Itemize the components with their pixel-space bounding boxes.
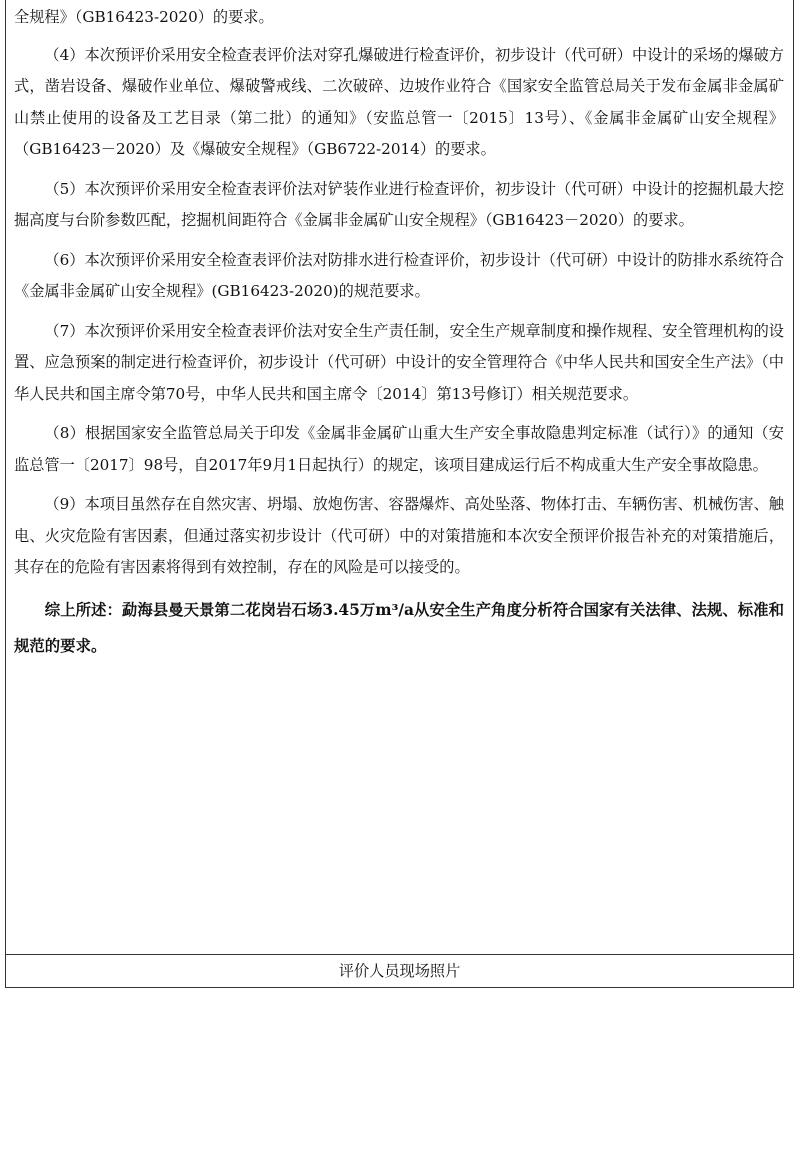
paragraph-item-4: （4）本次预评价采用安全检查表评价法对穿孔爆破进行检查评价，初步设计（代可研）中设计的采场的爆破方式，凿岩设备、爆破作业单位、爆破警戒线、二次破碎、边坡作业符合《国家安全监管总局关于发布金属非金属矿山禁止使用的设备及工艺目录（第二批）的通知》（安监总管一〔2015〕13号）、《金属非金属矿山安全规程》（GB16423－2020）及《爆破安全规程》（GB6722-2014）的要求。 bbox=[14, 45, 784, 158]
paragraph-item-7: （7）本次预评价采用安全检查表评价法对安全生产责任制，安全生产规章制度和操作规程、安全管理机构的设置、应急预案的制定进行检查评价，初步设计（代可研）中设计的安全管理符合《中华人民共和国安全生产法》（中华人民共和国主席令第70号，中华人民共和国主席令〔2014〕第13号修订）相关规范要求。 bbox=[14, 321, 784, 403]
photo-section-label: 评价人员现场照片 bbox=[338, 962, 461, 980]
paragraph-continuation: 全规程》（GB16423-2020）的要求。 bbox=[14, 8, 274, 26]
paragraph-item-5: （5）本次预评价采用安全检查表评价法对铲装作业进行检查评价，初步设计（代可研）中设计的挖掘机最大挖掘高度与台阶参数匹配，挖掘机间距符合《金属非金属矿山安全规程》（GB16423－2020）的要求。 bbox=[14, 179, 784, 229]
paragraph-item-6: （6）本次预评价采用安全检查表评价法对防排水进行检查评价，初步设计（代可研）中设计的防排水系统符合《金属非金属矿山安全规程》(GB16423-2020)的规范要求。 bbox=[14, 250, 784, 300]
conclusion-paragraph: 综上所述：勐海县曼天景第二花岗岩石场3.45万m³/a从安全生产角度分析符合国家有关法律、法规、标准和规范的要求。 bbox=[14, 600, 784, 655]
paragraph-item-9: （9）本项目虽然存在自然灾害、坍塌、放炮伤害、容器爆炸、高处坠落、物体打击、车辆伤害、机械伤害、触电、火灾危险有害因素，但通过落实初步设计（代可研）中的对策措施和本次安全预评价报告补充的对策措施后，其存在的危险有害因素将得到有效控制，存在的风险是可以接受的。 bbox=[14, 495, 784, 576]
section-divider bbox=[5, 954, 794, 955]
paragraph-item-8: （8）根据国家安全监管总局关于印发《金属非金属矿山重大生产安全事故隐患判定标准（试行）》的通知（安监总管一〔2017〕98号，自2017年9月1日起执行）的规定，该项目建成运行后不构成重大生产安全事故隐患。 bbox=[14, 424, 784, 474]
document-body bbox=[14, 2, 784, 672]
